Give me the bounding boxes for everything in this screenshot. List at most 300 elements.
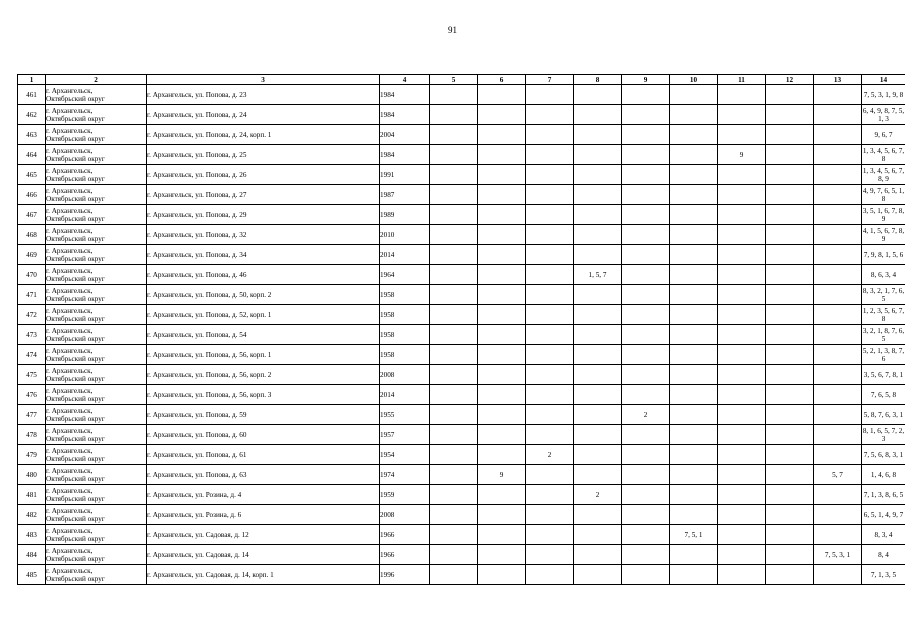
- column-13-cell: [814, 565, 862, 585]
- column-12-cell: [766, 525, 814, 545]
- column-8-cell: [574, 285, 622, 305]
- column-11-cell: [718, 485, 766, 505]
- year-cell: 2008: [380, 365, 430, 385]
- column-8-cell: [574, 85, 622, 105]
- address-cell: г. Архангельск, ул. Попова, д. 52, корп. 1: [147, 305, 380, 325]
- address-cell: г. Архангельск, ул. Попова, д. 50, корп. 2: [147, 285, 380, 305]
- column-12-cell: [766, 445, 814, 465]
- column-10-cell: [670, 505, 718, 525]
- column-5-cell: [430, 305, 478, 325]
- column-11-cell: [718, 525, 766, 545]
- column-6-cell: [478, 105, 526, 125]
- year-cell: 1989: [380, 205, 430, 225]
- column-14-cell: 1, 2, 3, 5, 6, 7, 8: [862, 306, 905, 323]
- row-number-cell: 463: [18, 125, 46, 145]
- column-6-cell: [478, 265, 526, 285]
- location-cell: [46, 165, 147, 185]
- address-cell: г. Архангельск, ул. Попова, д. 27: [147, 185, 380, 205]
- column-10-cell: [670, 245, 718, 265]
- district-text: Октябрьский округ: [46, 514, 105, 523]
- address-cell: г. Архангельск, ул. Попова, д. 56, корп. 2: [147, 365, 380, 385]
- column-header-3: 3: [147, 75, 380, 85]
- column-7-cell: [526, 425, 574, 445]
- column-10-cell: [670, 565, 718, 585]
- district-text: Октябрьский округ: [46, 254, 105, 263]
- column-6-cell: [478, 525, 526, 545]
- column-13-cell: [814, 485, 862, 505]
- column-7-cell: [526, 405, 574, 425]
- column-10-cell: [670, 205, 718, 225]
- column-12-cell: [766, 425, 814, 445]
- column-13-cell: 7, 5, 3, 1: [814, 545, 862, 565]
- column-10-cell: [670, 185, 718, 205]
- city-text: г. Архангельск,: [46, 466, 93, 475]
- column-5-cell: [430, 165, 478, 185]
- column-8-cell: [574, 225, 622, 245]
- column-header-5: 5: [430, 75, 478, 85]
- city-text: г. Архангельск,: [46, 366, 93, 375]
- column-12-cell: [766, 185, 814, 205]
- row-number-cell: 476: [18, 385, 46, 405]
- column-12-cell: [766, 305, 814, 325]
- column-10-cell: [670, 105, 718, 125]
- year-cell: 1964: [380, 265, 430, 285]
- column-11-cell: [718, 285, 766, 305]
- column-5-cell: [430, 185, 478, 205]
- row-number-cell: 473: [18, 325, 46, 345]
- column-13-cell: [814, 245, 862, 265]
- column-9-cell: [622, 285, 670, 305]
- column-12-cell: [766, 365, 814, 385]
- column-14-cell: 7, 1, 3, 8, 6, 5: [862, 485, 905, 505]
- column-11-cell: [718, 345, 766, 365]
- column-8-cell: [574, 425, 622, 445]
- address-cell: г. Архангельск, ул. Попова, д. 25: [147, 145, 380, 165]
- column-9-cell: [622, 145, 670, 165]
- column-12-cell: [766, 405, 814, 425]
- location-cell: [46, 205, 147, 225]
- column-6-cell: [478, 545, 526, 565]
- location-cell: [46, 285, 147, 305]
- district-text: Октябрьский округ: [46, 434, 105, 443]
- row-number-cell: 462: [18, 105, 46, 125]
- column-5-cell: [430, 405, 478, 425]
- column-5-cell: [430, 265, 478, 285]
- column-7-cell: [526, 305, 574, 325]
- address-cell: г. Архангельск, ул. Попова, д. 23: [147, 85, 380, 105]
- column-5-cell: [430, 325, 478, 345]
- column-13-cell: [814, 185, 862, 205]
- row-number-cell: 474: [18, 345, 46, 365]
- year-cell: 1958: [380, 305, 430, 325]
- column-7-cell: [526, 485, 574, 505]
- city-text: г. Архангельск,: [46, 206, 93, 215]
- year-cell: 1984: [380, 105, 430, 125]
- row-number-cell: 478: [18, 425, 46, 445]
- column-12-cell: [766, 385, 814, 405]
- column-6-cell: [478, 205, 526, 225]
- location-cell: [46, 265, 147, 285]
- column-13-cell: [814, 205, 862, 225]
- location-cell: [46, 565, 147, 585]
- column-14-cell: 1, 4, 6, 8: [862, 465, 905, 485]
- column-8-cell: [574, 205, 622, 225]
- column-8-cell: 1, 5, 7: [574, 265, 622, 285]
- table-body: [18, 85, 905, 585]
- location-cell: [46, 445, 147, 465]
- column-11-cell: [718, 245, 766, 265]
- year-cell: 1991: [380, 165, 430, 185]
- column-9-cell: [622, 185, 670, 205]
- column-5-cell: [430, 465, 478, 485]
- column-10-cell: [670, 125, 718, 145]
- column-14-cell: 8, 6, 3, 4: [862, 265, 905, 285]
- column-10-cell: [670, 165, 718, 185]
- column-header-7: 7: [526, 75, 574, 85]
- column-header-6: 6: [478, 75, 526, 85]
- column-6-cell: [478, 285, 526, 305]
- address-cell: г. Архангельск, ул. Попова, д. 61: [147, 445, 380, 465]
- address-cell: г. Архангельск, ул. Попова, д. 59: [147, 405, 380, 425]
- column-14-cell: 6, 5, 1, 4, 9, 7: [862, 505, 905, 525]
- column-12-cell: [766, 225, 814, 245]
- column-11-cell: [718, 225, 766, 245]
- column-14-cell: 8, 3, 2, 1, 7, 6, 5: [862, 286, 905, 303]
- table-row: [18, 185, 905, 205]
- row-number-cell: 484: [18, 545, 46, 565]
- column-12-cell: [766, 325, 814, 345]
- location-cell: [46, 105, 147, 125]
- column-11-cell: [718, 205, 766, 225]
- column-12-cell: [766, 465, 814, 485]
- column-14-cell: 8, 3, 4: [862, 525, 905, 545]
- location-cell: [46, 525, 147, 545]
- column-6-cell: [478, 405, 526, 425]
- column-5-cell: [430, 365, 478, 385]
- column-9-cell: [622, 465, 670, 485]
- column-14-cell: 1, 3, 4, 5, 6, 7, 8: [862, 146, 905, 163]
- column-5-cell: [430, 445, 478, 465]
- district-text: Октябрьский округ: [46, 414, 105, 423]
- column-9-cell: [622, 165, 670, 185]
- column-13-cell: 5, 7: [814, 465, 862, 485]
- year-cell: 1987: [380, 185, 430, 205]
- location-cell: [46, 365, 147, 385]
- location-cell: [46, 145, 147, 165]
- column-5-cell: [430, 425, 478, 445]
- location-cell: [46, 225, 147, 245]
- row-number-cell: 467: [18, 205, 46, 225]
- district-text: Октябрьский округ: [46, 334, 105, 343]
- column-12-cell: [766, 85, 814, 105]
- table-row: [18, 545, 905, 565]
- column-7-cell: [526, 465, 574, 485]
- column-13-cell: [814, 145, 862, 165]
- city-text: г. Архангельск,: [46, 346, 93, 355]
- column-7-cell: [526, 285, 574, 305]
- column-6-cell: [478, 385, 526, 405]
- column-10-cell: [670, 225, 718, 245]
- column-10-cell: [670, 365, 718, 385]
- table-row: [18, 365, 905, 385]
- column-8-cell: [574, 525, 622, 545]
- city-text: г. Архангельск,: [46, 406, 93, 415]
- district-text: Октябрьский округ: [46, 574, 105, 583]
- city-text: г. Архангельск,: [46, 506, 93, 515]
- column-9-cell: [622, 445, 670, 465]
- column-5-cell: [430, 125, 478, 145]
- column-5-cell: [430, 385, 478, 405]
- column-12-cell: [766, 105, 814, 125]
- column-14-cell: 3, 5, 1, 6, 7, 8, 9: [862, 206, 905, 223]
- column-9-cell: [622, 485, 670, 505]
- column-11-cell: [718, 265, 766, 285]
- column-7-cell: [526, 245, 574, 265]
- location-cell: [46, 425, 147, 445]
- row-number-cell: 472: [18, 305, 46, 325]
- column-14-cell: 4, 1, 5, 6, 7, 8, 9: [862, 226, 905, 243]
- district-text: Октябрьский округ: [46, 474, 105, 483]
- column-11-cell: [718, 305, 766, 325]
- column-7-cell: [526, 165, 574, 185]
- column-10-cell: [670, 85, 718, 105]
- column-10-cell: [670, 405, 718, 425]
- city-text: г. Архангельск,: [46, 526, 93, 535]
- column-8-cell: 2: [574, 485, 622, 505]
- table-row: [18, 265, 905, 285]
- city-text: г. Архангельск,: [46, 86, 93, 95]
- table-row: [18, 145, 905, 165]
- column-10-cell: [670, 325, 718, 345]
- column-8-cell: [574, 385, 622, 405]
- column-14-cell: 3, 5, 6, 7, 8, 1: [862, 365, 905, 385]
- column-11-cell: [718, 105, 766, 125]
- column-header-4: 4: [380, 75, 430, 85]
- column-5-cell: [430, 225, 478, 245]
- column-8-cell: [574, 305, 622, 325]
- address-cell: г. Архангельск, ул. Попова, д. 56, корп. 3: [147, 385, 380, 405]
- table-row: [18, 485, 905, 505]
- row-number-cell: 471: [18, 285, 46, 305]
- year-cell: 1984: [380, 145, 430, 165]
- table-row: [18, 225, 905, 245]
- column-5-cell: [430, 145, 478, 165]
- city-text: г. Архангельск,: [46, 546, 93, 555]
- table-row: [18, 505, 905, 525]
- column-13-cell: [814, 225, 862, 245]
- column-5-cell: [430, 525, 478, 545]
- column-9-cell: [622, 305, 670, 325]
- column-9-cell: [622, 245, 670, 265]
- column-6-cell: [478, 485, 526, 505]
- table-row: [18, 165, 905, 185]
- row-number-cell: 466: [18, 185, 46, 205]
- column-11-cell: [718, 365, 766, 385]
- column-9-cell: [622, 345, 670, 365]
- column-14-cell: 7, 5, 6, 8, 3, 1: [862, 445, 905, 465]
- column-10-cell: [670, 385, 718, 405]
- column-9-cell: 2: [622, 405, 670, 425]
- column-8-cell: [574, 505, 622, 525]
- location-cell: [46, 405, 147, 425]
- column-6-cell: [478, 505, 526, 525]
- column-8-cell: [574, 365, 622, 385]
- table-row: [18, 425, 905, 445]
- column-9-cell: [622, 385, 670, 405]
- column-14-cell: 7, 1, 3, 5: [862, 565, 905, 585]
- column-9-cell: [622, 525, 670, 545]
- column-header-13: 13: [814, 75, 862, 85]
- column-5-cell: [430, 505, 478, 525]
- row-number-cell: 469: [18, 245, 46, 265]
- row-number-cell: 485: [18, 565, 46, 585]
- table-row: [18, 445, 905, 465]
- year-cell: 1958: [380, 325, 430, 345]
- location-cell: [46, 465, 147, 485]
- address-cell: г. Архангельск, ул. Попова, д. 60: [147, 425, 380, 445]
- column-11-cell: [718, 445, 766, 465]
- address-cell: г. Архангельск, ул. Садовая, д. 14, корп. 1: [147, 565, 380, 585]
- city-text: г. Архангельск,: [46, 446, 93, 455]
- column-6-cell: [478, 365, 526, 385]
- column-6-cell: [478, 345, 526, 365]
- city-text: г. Архангельск,: [46, 126, 93, 135]
- column-14-cell: 5, 8, 7, 6, 3, 1: [862, 405, 905, 425]
- column-13-cell: [814, 125, 862, 145]
- column-7-cell: [526, 365, 574, 385]
- column-5-cell: [430, 205, 478, 225]
- column-6-cell: [478, 565, 526, 585]
- column-9-cell: [622, 545, 670, 565]
- table-row: [18, 85, 905, 105]
- city-text: г. Архангельск,: [46, 146, 93, 155]
- column-5-cell: [430, 85, 478, 105]
- city-text: г. Архангельск,: [46, 426, 93, 435]
- city-text: г. Архангельск,: [46, 246, 93, 255]
- year-cell: 2014: [380, 385, 430, 405]
- location-cell: [46, 325, 147, 345]
- address-cell: г. Архангельск, ул. Розина, д. 6: [147, 505, 380, 525]
- column-10-cell: [670, 465, 718, 485]
- location-cell: [46, 85, 147, 105]
- column-8-cell: [574, 545, 622, 565]
- column-9-cell: [622, 325, 670, 345]
- column-11-cell: [718, 565, 766, 585]
- address-cell: г. Архангельск, ул. Попова, д. 54: [147, 325, 380, 345]
- column-13-cell: [814, 445, 862, 465]
- address-cell: г. Архангельск, ул. Попова, д. 26: [147, 165, 380, 185]
- column-9-cell: [622, 205, 670, 225]
- column-6-cell: [478, 245, 526, 265]
- column-12-cell: [766, 505, 814, 525]
- column-6-cell: [478, 425, 526, 445]
- column-13-cell: [814, 165, 862, 185]
- city-text: г. Архангельск,: [46, 266, 93, 275]
- location-cell: [46, 305, 147, 325]
- column-header-8: 8: [574, 75, 622, 85]
- city-text: г. Архангельск,: [46, 186, 93, 195]
- column-13-cell: [814, 525, 862, 545]
- row-number-cell: 465: [18, 165, 46, 185]
- district-text: Октябрьский округ: [46, 534, 105, 543]
- column-8-cell: [574, 185, 622, 205]
- column-7-cell: [526, 145, 574, 165]
- city-text: г. Архангельск,: [46, 386, 93, 395]
- location-cell: [46, 485, 147, 505]
- column-7-cell: 2: [526, 445, 574, 465]
- column-5-cell: [430, 565, 478, 585]
- column-6-cell: 9: [478, 465, 526, 485]
- column-14-cell: 7, 6, 5, 8: [862, 385, 905, 405]
- column-11-cell: [718, 545, 766, 565]
- row-number-cell: 468: [18, 225, 46, 245]
- column-14-cell: 3, 2, 1, 8, 7, 6, 5: [862, 326, 905, 343]
- column-9-cell: [622, 425, 670, 445]
- housing-register-table: [17, 74, 905, 585]
- row-number-cell: 481: [18, 485, 46, 505]
- column-5-cell: [430, 545, 478, 565]
- year-cell: 1959: [380, 485, 430, 505]
- year-cell: 1996: [380, 565, 430, 585]
- column-13-cell: [814, 365, 862, 385]
- column-12-cell: [766, 265, 814, 285]
- row-number-cell: 461: [18, 85, 46, 105]
- year-cell: 1966: [380, 525, 430, 545]
- district-text: Октябрьский округ: [46, 294, 105, 303]
- column-11-cell: [718, 165, 766, 185]
- table-row: [18, 525, 905, 545]
- column-header-14: 14: [862, 75, 905, 85]
- column-13-cell: [814, 425, 862, 445]
- column-7-cell: [526, 125, 574, 145]
- column-9-cell: [622, 85, 670, 105]
- column-14-cell: 5, 2, 1, 3, 8, 7, 6: [862, 346, 905, 363]
- column-10-cell: 7, 5, 1: [670, 525, 718, 545]
- column-11-cell: [718, 405, 766, 425]
- city-text: г. Архангельск,: [46, 226, 93, 235]
- column-12-cell: [766, 245, 814, 265]
- column-9-cell: [622, 225, 670, 245]
- year-cell: 1974: [380, 465, 430, 485]
- column-11-cell: [718, 325, 766, 345]
- district-text: Октябрьский округ: [46, 374, 105, 383]
- row-number-cell: 475: [18, 365, 46, 385]
- year-cell: 2010: [380, 225, 430, 245]
- column-7-cell: [526, 325, 574, 345]
- district-text: Октябрьский округ: [46, 194, 105, 203]
- district-text: Октябрьский округ: [46, 174, 105, 183]
- column-6-cell: [478, 225, 526, 245]
- column-10-cell: [670, 345, 718, 365]
- column-7-cell: [526, 185, 574, 205]
- year-cell: 1966: [380, 545, 430, 565]
- table-row: [18, 285, 905, 305]
- column-12-cell: [766, 545, 814, 565]
- table-row: [18, 125, 905, 145]
- city-text: г. Архангельск,: [46, 486, 93, 495]
- year-cell: 1958: [380, 345, 430, 365]
- district-text: Октябрьский округ: [46, 94, 105, 103]
- column-10-cell: [670, 425, 718, 445]
- column-7-cell: [526, 345, 574, 365]
- row-number-cell: 480: [18, 465, 46, 485]
- district-text: Октябрьский округ: [46, 214, 105, 223]
- column-10-cell: [670, 265, 718, 285]
- table-row: [18, 385, 905, 405]
- address-cell: г. Архангельск, ул. Попова, д. 32: [147, 225, 380, 245]
- column-12-cell: [766, 125, 814, 145]
- address-cell: г. Архангельск, ул. Попова, д. 29: [147, 205, 380, 225]
